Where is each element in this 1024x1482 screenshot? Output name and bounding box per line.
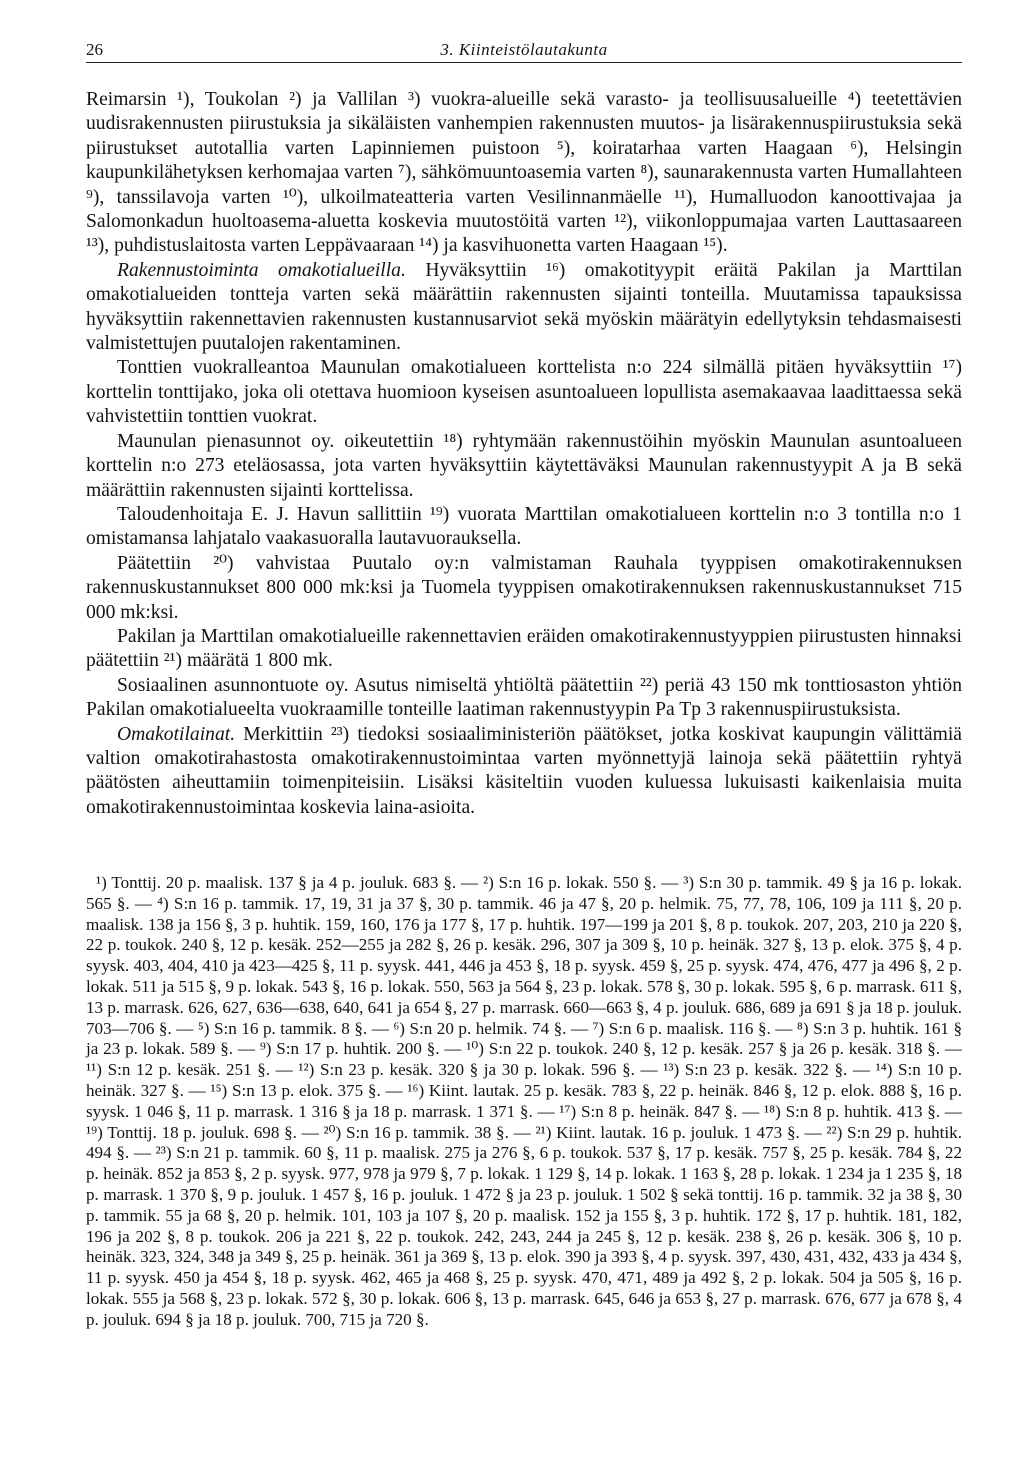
body-text [86, 88, 962, 820]
footnotes [86, 873, 962, 1331]
paragraph-loans-text: Merkittiin ²³) tiedoksi sosiaaliministeriön päätökset, jotka koskivat kaupungin välittämiä valtion omakotirahastosta omakotirakennustoimintaa varten myönnettyjä lainoja sekä päätettiin ryhtyä päätösten aiheuttamiin toimenpiteisiin. Lisäksi käsiteltiin vuoden kuluessa lukuisasti kaikenlaisia muita omakotirakennustoimintaa koskevia laina-asioita. [86, 723, 962, 818]
paragraph-building-activity [86, 259, 962, 357]
paragraph-permits: Reimarsin ¹), Toukolan ²) ja Vallilan ³) vuokra-alueille sekä varasto- ja teollisuusalueille ⁴) teetettävien uudisrakennusten piirustuksia ja sikäläisten vanhempien rakennusten muutos- ja lisärakennuspiirustuksia sekä piirustukset autotallia varten Lapinniemen puistoon ⁵), koiratarhaa varten Haagaan ⁶), Helsingin kaupunkilähetyksen kerhomajaa varten ⁷), sähkömuuntoasemia varten ⁸), saunarakennusta varten Humallahteen ⁹), tanssilavoja varten ¹⁰), ulkoilmateatteria varten Vesilinnanmäelle ¹¹), Humalluodon kanoottivajaa ja Salomonkadun huoltoasema-aluetta koskevia muutostöitä varten ¹²), viikonloppumajaa varten Lauttasaareen ¹³), puhdistuslaitosta varten Leppävaaraan ¹⁴) ja kasvihuonetta varten Haagaan ¹⁵). [86, 89, 962, 257]
paragraph-maunula-company: Maunulan pienasunnot oy. oikeutettiin ¹⁸) ryhtymään rakennustöihin myöskin Maunulan asuntoalueen korttelin n:o 273 eteläosassa, jota varten hyväksyttiin käytettäväksi Maunulan rakennustyypit A ja B sekä määrättiin rakennusten sijainti korttelissa. [86, 430, 962, 501]
paragraph-home-loans [86, 723, 962, 821]
section-heading-loans: Omakotilainat. [117, 723, 236, 745]
paragraph-asutus: Sosiaalinen asunnontuote oy. Asutus nimiseltä yhtiöltä päätettiin ²²) periä 43 150 mk tonttiosaston yhtiön Pakilan omakotialueelta vuokraamille tonteille laatiman rakennustyypin Pa Tp 3 rakennuspiirustuksista. [86, 674, 962, 721]
paragraph-drawings-price: Pakilan ja Marttilan omakotialueille rakennettavien eräiden omakotirakennustyyppien piirustusten hinnaksi päätettiin ²¹) määrätä 1 800 mk. [86, 625, 962, 672]
page-number: 26 [86, 40, 103, 59]
footnote-text: ¹) Tonttij. 20 p. maalisk. 137 § ja 4 p. jouluk. 683 §. — ²) S:n 16 p. lokak. 550 §. — ³) S:n 30 p. tammik. 49 § ja 16 p. lokak. 565 §. — ⁴) S:n 16 p. tammik. 17, 19, 31 ja 37 §, 30 p. tammik. 46 ja 47 §, 20 p. helmik. 75, 77, 78, 106, 109 ja 111 §, 20 p. maalisk. 138 ja 156 §, 3 p. huhtik. 159, 160, 176 ja 177 §, 17 p. huhtik. 197—199 ja 201 §, 8 p. toukok. 207, 203, 210 ja 220 §, 22 p. toukok. 240 §, 12 p. kesäk. 252—255 ja 282 §, 26 p. kesäk. 296, 307 ja 309 §, 10 p. heinäk. 327 §, 13 p. elok. 375 §, 4 p. syysk. 403, 404, 410 ja 423—425 §, 11 p. syysk. 441, 446 ja 453 §, 18 p. syysk. 459 §, 25 p. syysk. 474, 476, 477 ja 496 §, 2 p. lokak. 511 ja 515 §, 9 p. lokak. 543 §, 16 p. lokak. 550, 563 ja 564 §, 23 p. lokak. 578 §, 30 p. lokak. 595 §, 6 p. marrask. 611 §, 13 p. marrask. 626, 627, 636—638, 640, 641 ja 654 §, 27 p. marrask. 660—663 §, 4 p. jouluk. 686, 689 ja 691 § ja 18 p. jouluk. 703—706 §. — ⁵) S:n 16 p. tammik. 8 §. — ⁶) S:n 20 p. helmik. 74 §. — ⁷) S:n 6 p. maalisk. 116 §. — ⁸) S:n 3 p. huhtik. 161 § ja 23 p. lokak. 589 §. — ⁹) S:n 17 p. huhtik. 200 §. — ¹⁰) S:n 22 p. toukok. 240 §, 12 p. kesäk. 257 § ja 26 p. kesäk. 318 §. — ¹¹) S:n 12 p. kesäk. 251 §. — ¹²) S:n 23 p. kesäk. 320 § ja 30 p. lokak. 596 §. — ¹³) S:n 23 p. kesäk. 322 §. — ¹⁴) S:n 10 p. heinäk. 327 §. — ¹⁵) S:n 13 p. elok. 375 §. — ¹⁶) Kiint. lautak. 25 p. kesäk. 783 §, 22 p. heinäk. 846 §, 12 p. elok. 888 §, 16 p. syysk. 1 046 §, 11 p. marrask. 1 316 § ja 18 p. marrask. 1 371 §. — ¹⁷) S:n 8 p. heinäk. 847 §. — ¹⁸) S:n 8 p. huhtik. 413 §. — ¹⁹) Tonttij. 18 p. jouluk. 698 §. — ²⁰) S:n 16 p. tammik. 38 §. — ²¹) Kiint. lautak. 16 p. jouluk. 1 473 §. — ²²) S:n 29 p. huhtik. 494 §. — ²³) S:n 21 p. tammik. 60 §, 11 p. maalisk. 275 ja 276 §, 6 p. toukok. 537 §, 17 p. kesäk. 757 §, 25 p. kesäk. 784 §, 22 p. heinäk. 852 ja 853 §, 2 p. syysk. 977, 978 ja 979 §, 7 p. lokak. 1 129 §, 14 p. lokak. 1 163 §, 28 p. lokak. 1 234 ja 1 235 §, 18 p. marrask. 1 370 §, 9 p. jouluk. 1 457 §, 16 p. jouluk. 1 472 § ja 23 p. jouluk. 1 502 § sekä tonttij. 16 p. tammik. 32 ja 38 §, 30 p. tammik. 55 ja 68 §, 20 p. helmik. 101, 103 ja 107 §, 20 p. maalisk. 152 ja 155 §, 3 p. huhtik. 172 §, 17 p. huhtik. 181, 182, 196 ja 202 §, 8 p. toukok. 206 ja 221 §, 22 p. toukok. 242, 243, 244 ja 245 §, 12 p. kesäk. 238 §, 26 p. kesäk. 306 §, 10 p. heinäk. 323, 324, 348 ja 349 §, 25 p. heinäk. 361 ja 369 §, 13 p. elok. 390 ja 393 §, 4 p. syysk. 397, 430, 431, 432, 433 ja 434 §, 11 p. syysk. 450 ja 454 §, 18 p. syysk. 462, 465 ja 468 §, 25 p. syysk. 470, 471, 489 ja 492 §, 2 p. lokak. 504 ja 505 §, 16 p. lokak. 555 ja 568 §, 23 p. lokak. 572 §, 30 p. lokak. 606 §, 13 p. marrask. 645, 646 ja 653 §, 27 p. marrask. 676, 677 ja 678 §, 4 p. jouluk. 694 § ja 18 p. jouluk. 700, 715 ja 720 §. [86, 873, 962, 1329]
page-header [86, 30, 962, 63]
paragraph-building-text: Hyväksyttiin ¹⁶) omakotityypit eräitä Pakilan ja Marttilan omakotialueiden tontteja varten sekä määrättiin rakennusten sijainti tonteilla. Muutamissa tapauksissa hyväksyttiin rakennettavien rakennusten kustannusarviot sekä myöskin määrätyin edellytyksin tehdasmaisesti valmistettujen puutalojen rakentaminen. [86, 259, 963, 355]
section-heading-building: Rakennustoiminta omakotialueilla. [117, 259, 406, 281]
running-title: 3. Kiinteistölautakunta [440, 40, 608, 59]
paragraph-havu: Taloudenhoitaja E. J. Havun sallittiin ¹⁹) vuorata Marttilan omakotialueen korttelin n:o 3 tontilla n:o 1 omistamansa lahjatalo vaakasuoralla lautavuorauksella. [86, 503, 962, 550]
paragraph-maunula-plots: Tonttien vuokralleantoa Maunulan omakotialueen korttelista n:o 224 silmällä pitäen hyväksyttiin ¹⁷) korttelin tonttijako, joka oli otettava huomioon kyseisen asuntoalueen lopullista asemakaavaa laadittaessa sekä vahvistettiin tonttien vuokrat. [86, 357, 962, 428]
paragraph-puutalo: Päätettiin ²⁰) vahvistaa Puutalo oy:n valmistaman Rauhala tyyppisen omakotirakennuksen rakennuskustannukset 800 000 mk:ksi ja Tuomela tyyppisen omakotirakennuksen rakennuskustannukset 715 000 mk:ksi. [86, 552, 962, 623]
